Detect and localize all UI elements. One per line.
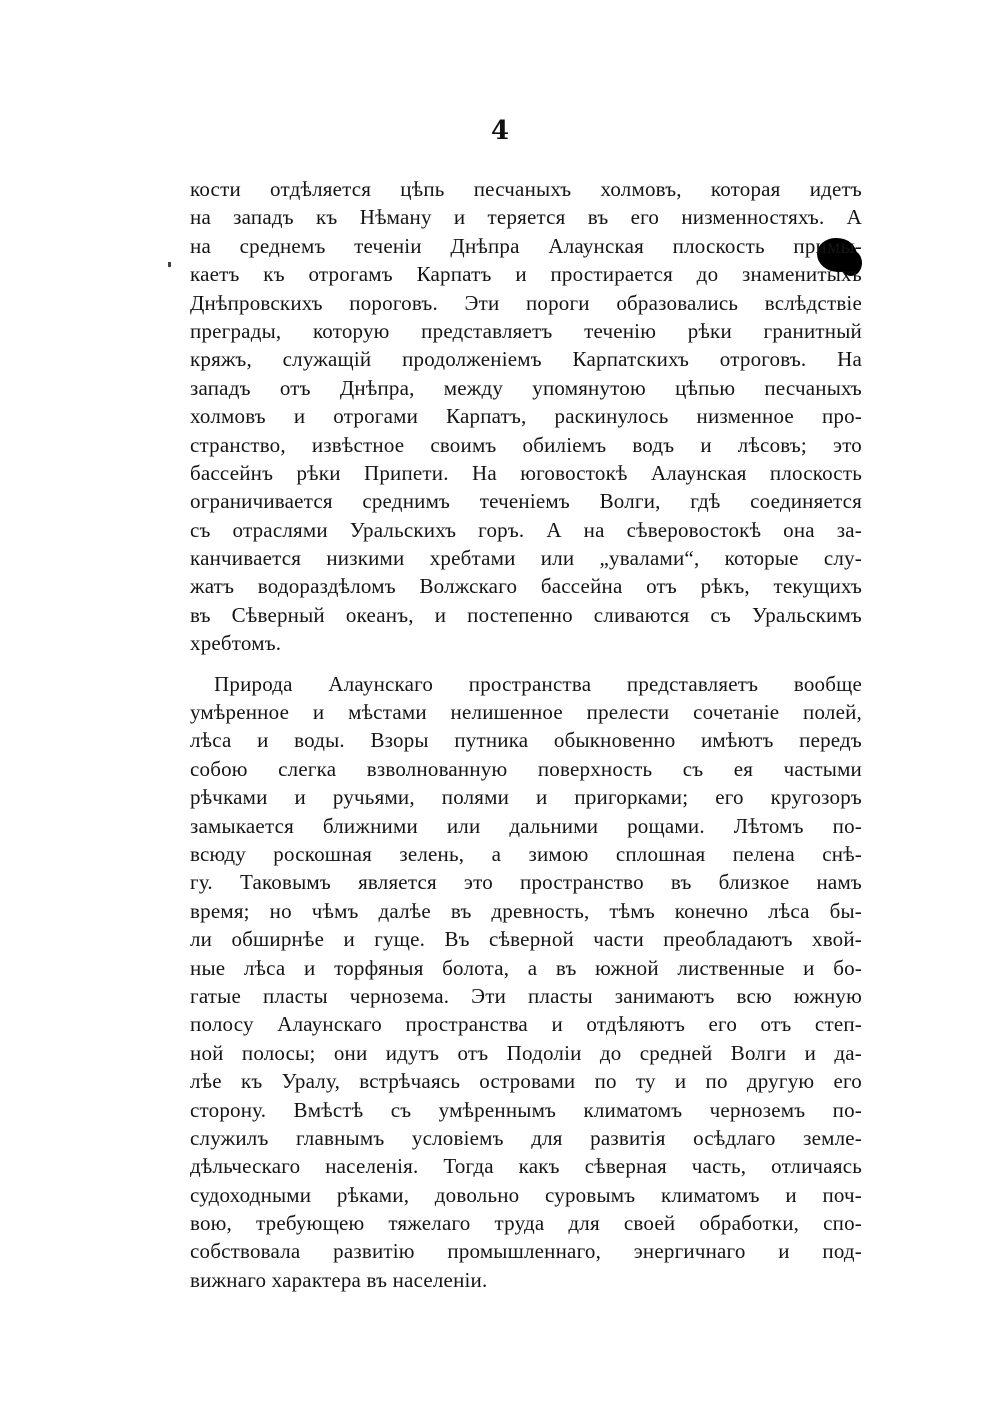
text-line: лѣе къ Уралу, встрѣчаясь островами по ту и по другую его bbox=[190, 1069, 862, 1094]
text-line: Днѣпровскихъ пороговъ. Эти пороги образовались вслѣдствіе bbox=[190, 290, 862, 315]
text-line: лѣса и воды. Взоры путника обыкновенно имѣютъ передъ bbox=[190, 728, 862, 753]
text-line: умѣренное и мѣстами нелишенное прелести сочетаніе полей, bbox=[190, 700, 862, 725]
text-line: всюду роскошная зелень, а зимою сплошная пелена снѣ- bbox=[190, 841, 862, 866]
text-line: служилъ главнымъ условіемъ для развитія осѣдлаго земле- bbox=[190, 1125, 862, 1150]
text-line: кряжъ, служащій продолженіемъ Карпатскихъ отроговъ. На bbox=[190, 347, 862, 372]
text-line: ной полосы; они идутъ отъ Подоліи до средней Волги и да- bbox=[190, 1040, 862, 1065]
text-line: сторону. Вмѣстѣ съ умѣреннымъ климатомъ черноземъ по- bbox=[190, 1097, 862, 1122]
text-line: бассейнъ рѣки Припети. На юговостокѣ Алаунская плоскость bbox=[190, 460, 862, 485]
text-line: каетъ къ отрогамъ Карпатъ и простирается до знаменитыхъ bbox=[190, 262, 862, 287]
paragraph-2 bbox=[190, 670, 862, 1295]
text-line: западъ отъ Днѣпра, между упомянутою цѣпью песчаныхъ bbox=[190, 375, 862, 400]
text-line: Природа Алаунскаго пространства представляетъ вообще bbox=[214, 671, 862, 696]
text-line: ограничивается среднимъ теченіемъ Волги, гдѣ соединяется bbox=[190, 489, 862, 514]
paragraph-gap bbox=[190, 658, 862, 670]
text-line: съ отраслями Уральскихъ горъ. А на сѣверовостокѣ она за- bbox=[190, 517, 862, 542]
body-text bbox=[190, 175, 862, 1294]
text-line: вижнаго характера въ населеніи. bbox=[190, 1267, 488, 1292]
text-line: дѣльческаго населенія. Тогда какъ сѣверная часть, отличаясь bbox=[190, 1154, 862, 1179]
text-line: странство, извѣстное своимъ обиліемъ водъ и лѣсовъ; это bbox=[190, 432, 862, 457]
text-line: ные лѣса и торфяныя болота, а въ южной лиственные и бо- bbox=[190, 955, 862, 980]
text-line: полосу Алаунскаго пространства и отдѣляютъ его отъ степ- bbox=[190, 1012, 862, 1037]
text-line: вою, требующею тяжелаго труда для своей обработки, спо- bbox=[190, 1211, 862, 1236]
text-line: рѣчками и ручьями, полями и пригорками; его кругозоръ bbox=[190, 785, 862, 810]
text-line: преграды, которую представляетъ теченію рѣки гранитный bbox=[190, 318, 862, 343]
text-line: жатъ водораздѣломъ Волжскаго бассейна отъ рѣкъ, текущихъ bbox=[190, 574, 862, 599]
text-line: ли обширнѣе и гуще. Въ сѣверной части преобладаютъ хвой- bbox=[190, 927, 862, 952]
text-line: замыкается ближними или дальними рощами. Лѣтомъ по- bbox=[190, 813, 862, 838]
page-number: 4 bbox=[490, 116, 510, 146]
text-line: въ Сѣверный океанъ, и постепенно сливаются съ Уральскимъ bbox=[190, 602, 862, 627]
text-line: на западъ къ Нѣману и теряется въ его низменностяхъ. А bbox=[190, 205, 862, 230]
text-line: судоходными рѣками, довольно суровымъ климатомъ и поч- bbox=[190, 1182, 862, 1207]
text-line: на среднемъ теченіи Днѣпра Алаунская плоскость примы- bbox=[190, 233, 862, 258]
text-line: кости отдѣляется цѣпь песчаныхъ холмовъ, которая идетъ bbox=[190, 177, 862, 201]
text-line: гатые пласты чернозема. Эти пласты занимаютъ всю южную bbox=[190, 983, 862, 1008]
scan-speck bbox=[168, 262, 171, 267]
paragraph-1 bbox=[190, 175, 862, 658]
text-line: канчивается низкими хребтами или „увалами“, которые слу- bbox=[190, 546, 862, 571]
text-line: холмовъ и отрогами Карпатъ, раскинулось низменное про- bbox=[190, 404, 862, 429]
text-line: собою слегка взволнованную поверхность съ ея частыми bbox=[190, 756, 862, 781]
text-line: хребтомъ. bbox=[190, 631, 282, 656]
text-line: собствовала развитію промышленнаго, энергичнаго и под- bbox=[190, 1239, 862, 1264]
text-line: время; но чѣмъ далѣе въ древность, тѣмъ конечно лѣса бы- bbox=[190, 898, 862, 923]
text-line: гу. Таковымъ является это пространство въ близкое намъ bbox=[190, 870, 862, 895]
